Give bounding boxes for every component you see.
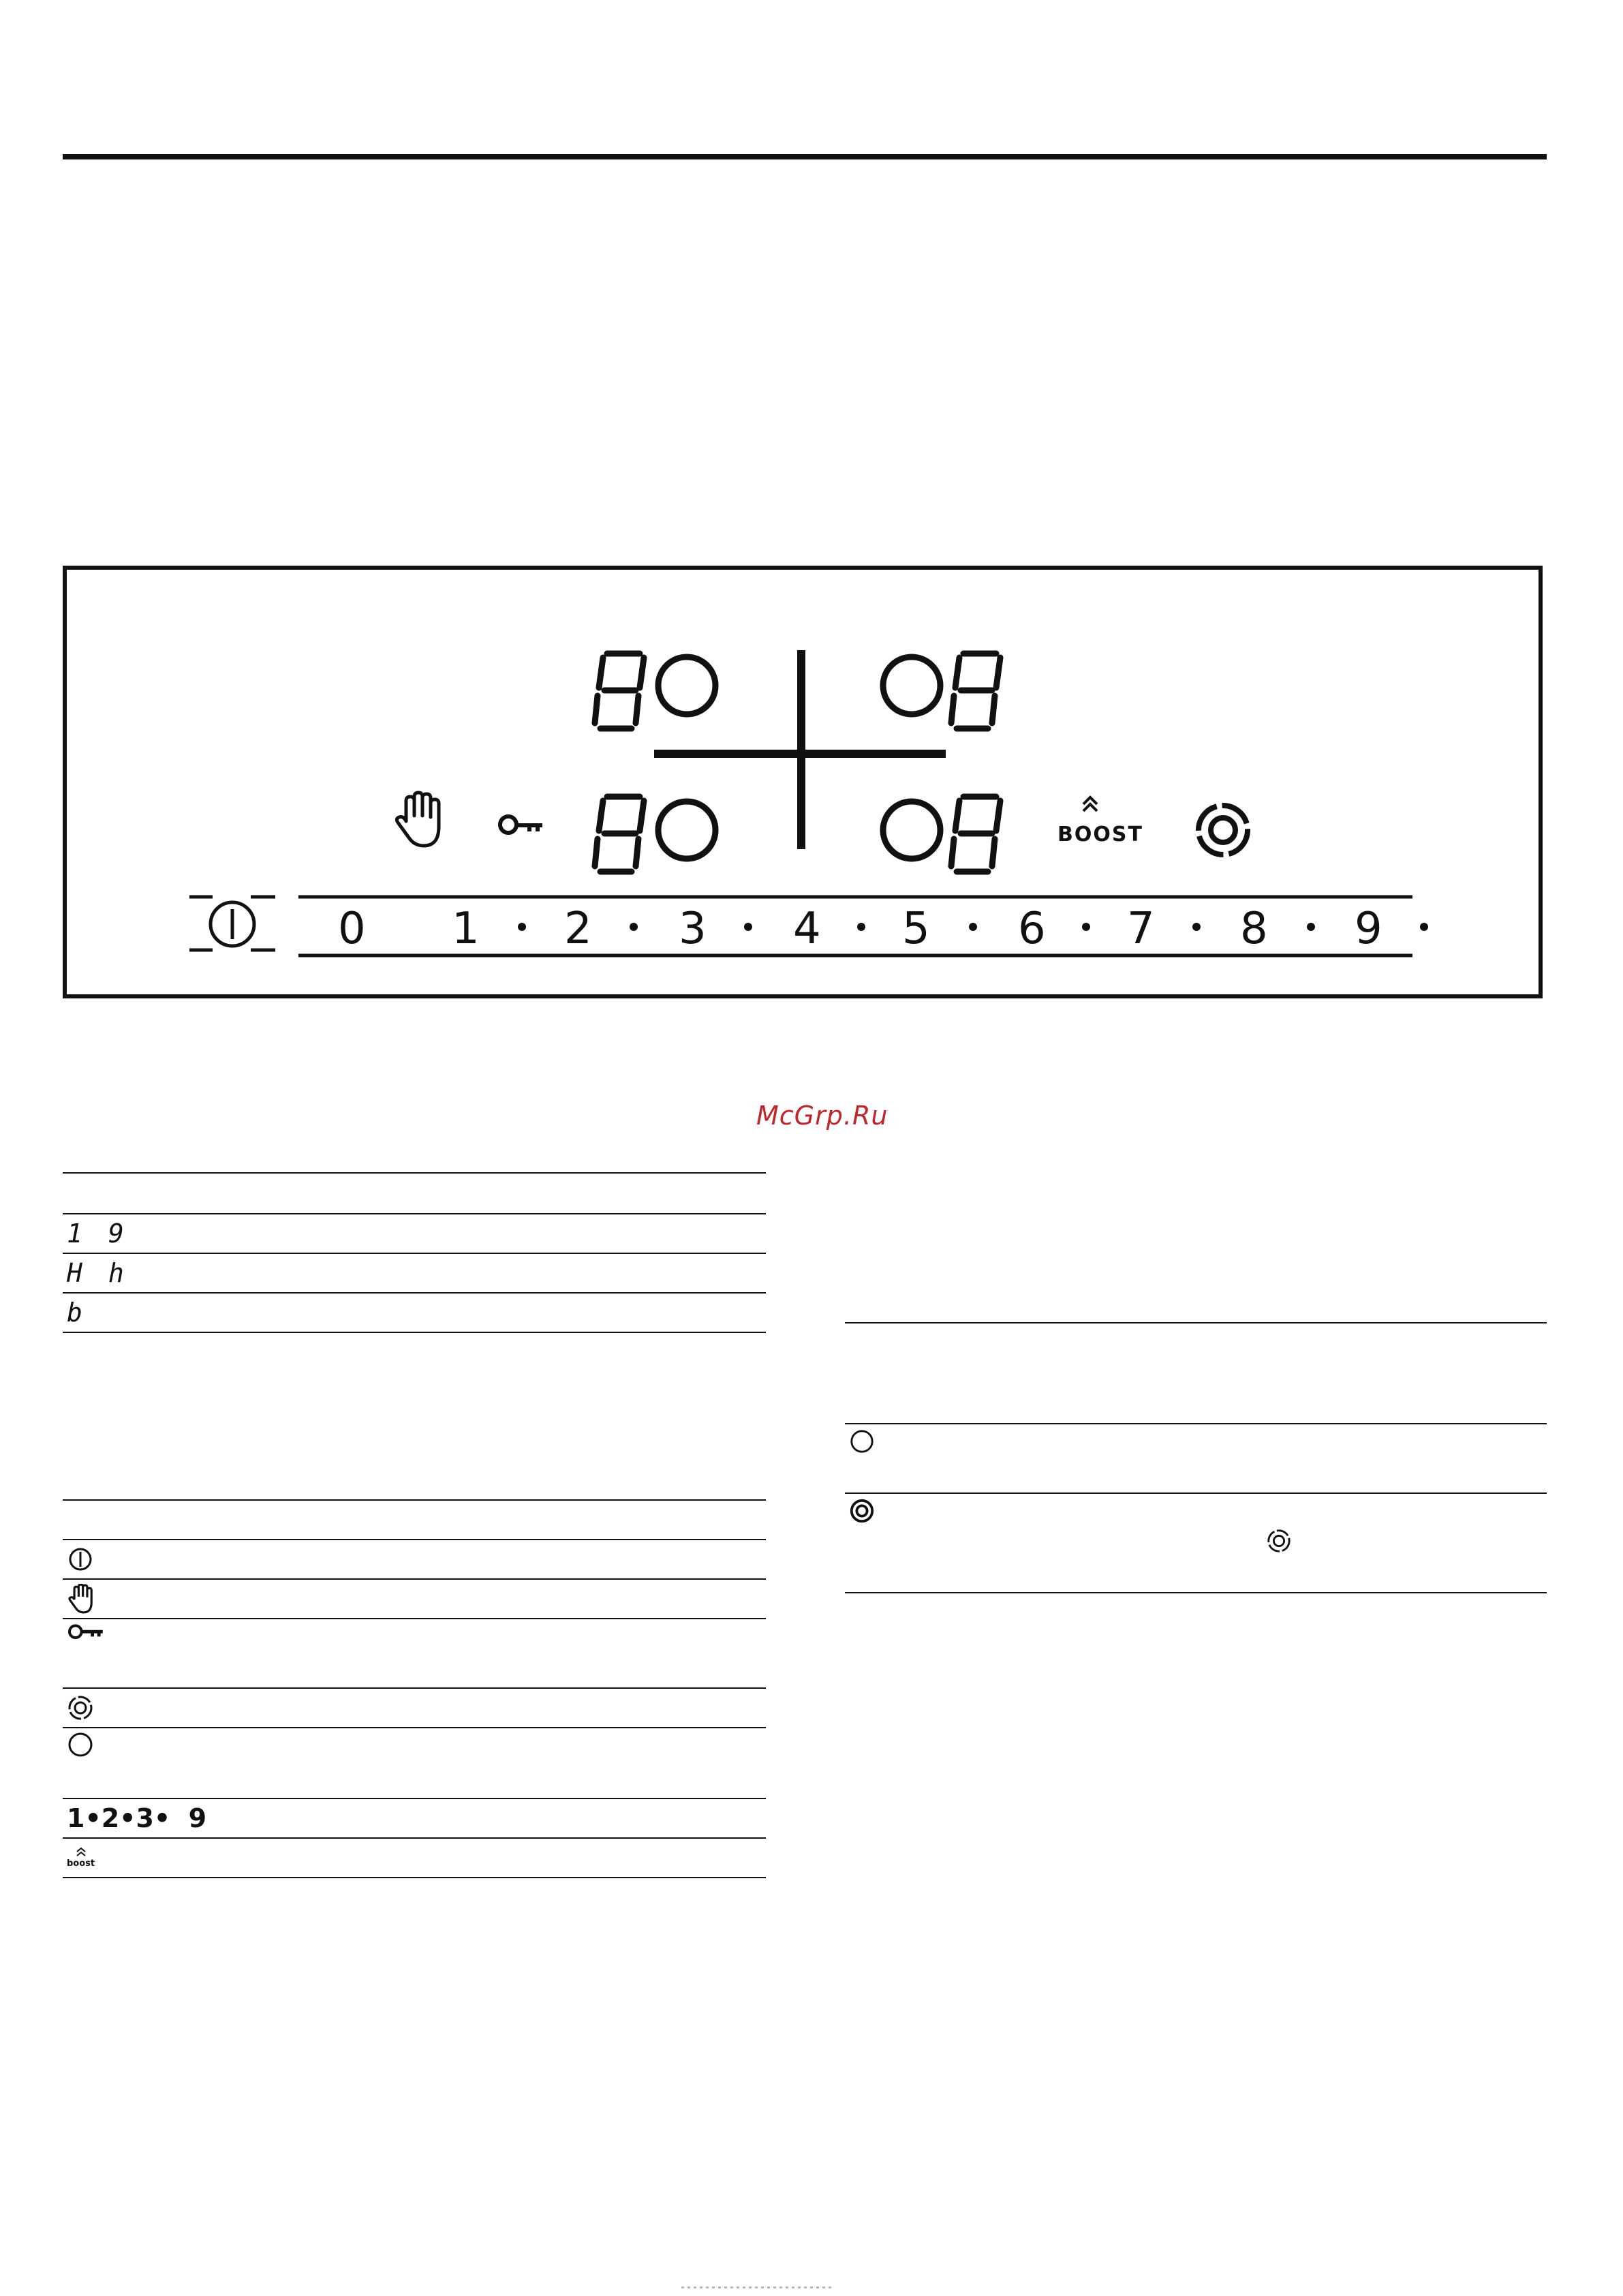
table-row: [849, 1428, 875, 1456]
table-row: [67, 1689, 94, 1727]
table-row: [67, 1294, 82, 1332]
seven-segment-display[interactable]: [595, 797, 644, 872]
segment-symbol: h: [108, 1258, 124, 1288]
zone-ring-icon: [67, 1731, 94, 1758]
table-row: [67, 1839, 95, 1877]
control-panel-diagram: [63, 566, 1543, 998]
display-symbols-table: [63, 1172, 766, 1336]
zone-ring-icon[interactable]: [658, 657, 715, 714]
seven-segment-display[interactable]: [951, 654, 1000, 729]
table-row: [67, 1214, 124, 1253]
hand-icon[interactable]: [397, 793, 439, 846]
timer-icon: [1266, 1528, 1292, 1554]
hand-icon: [67, 1584, 94, 1614]
timer-icon: [67, 1694, 94, 1721]
segment-symbol: 1: [67, 1219, 82, 1249]
slider-number[interactable]: 7: [1127, 904, 1155, 954]
control-panel-svg: [67, 570, 1539, 994]
zone-ring-icon[interactable]: [883, 657, 940, 714]
segment-symbol: 9: [108, 1219, 124, 1249]
slider-number[interactable]: 0: [338, 904, 366, 954]
power-icon: [67, 1546, 94, 1573]
key-icon: [67, 1622, 105, 1642]
slider-number[interactable]: 6: [1018, 904, 1046, 954]
scan-artifact: [681, 2286, 831, 2289]
slider-number[interactable]: 8: [1240, 904, 1268, 954]
segment-symbol: b: [67, 1298, 82, 1328]
table-row: [67, 1540, 94, 1578]
zone-ring-icon[interactable]: [883, 801, 940, 859]
power-level-sequence: 1•2•3• 9: [67, 1803, 207, 1833]
double-ring-icon: [849, 1498, 875, 1524]
zone-ring-icon[interactable]: [658, 801, 715, 859]
slider-number[interactable]: 1: [452, 904, 480, 954]
segment-symbol: H: [67, 1258, 82, 1288]
key-icon[interactable]: [500, 816, 542, 833]
slider-number[interactable]: 2: [564, 904, 592, 954]
top-rule: [63, 154, 1547, 159]
slider-number[interactable]: 4: [793, 904, 821, 954]
table-row: [67, 1731, 94, 1761]
table-row: [67, 1254, 124, 1292]
controls-table: [63, 1499, 766, 1881]
slider-dots: [518, 923, 1428, 931]
boost-icon[interactable]: [1057, 797, 1143, 846]
power-icon[interactable]: [189, 897, 275, 950]
table-row: [67, 1799, 206, 1837]
boost-label: BOOST: [1057, 823, 1143, 846]
boost-icon: [67, 1847, 95, 1869]
seven-segment-display[interactable]: [951, 797, 1000, 872]
table-row: [849, 1498, 875, 1525]
slider-number[interactable]: 9: [1355, 904, 1382, 954]
seven-segment-display[interactable]: [595, 654, 644, 729]
zones-table: [845, 1322, 1547, 1595]
table-row: [67, 1622, 105, 1649]
boost-mini-label: boost: [67, 1858, 95, 1869]
watermark: McGrp.Ru: [756, 1101, 888, 1131]
table-row: [67, 1580, 94, 1618]
single-ring-icon: [849, 1428, 875, 1454]
slider-number[interactable]: 3: [679, 904, 707, 954]
slider-number[interactable]: 5: [902, 904, 930, 954]
timer-icon[interactable]: [1199, 806, 1248, 855]
